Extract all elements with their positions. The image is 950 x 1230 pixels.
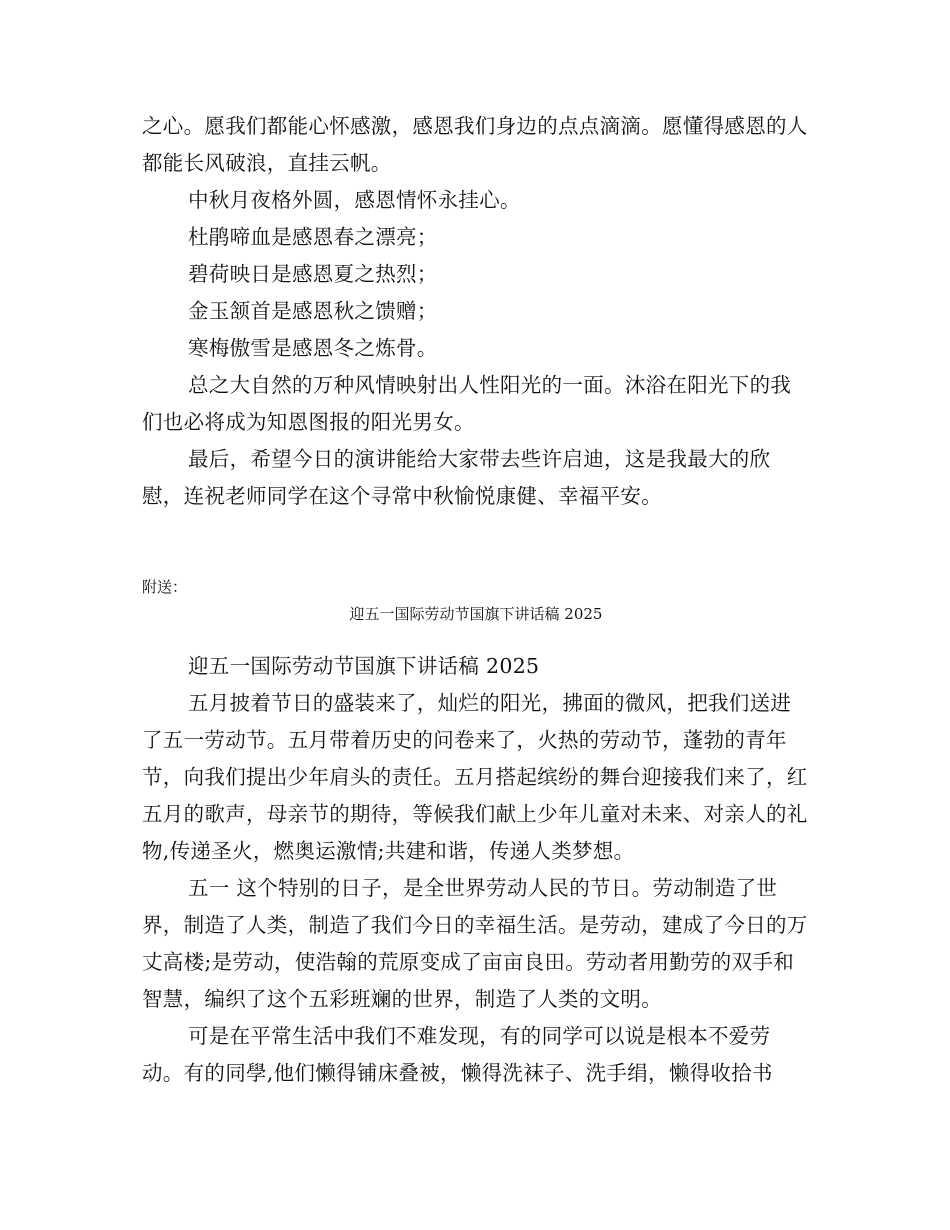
paragraph-students-not-love-labor: 可是在平常生活中我们不难发现，有的同学可以说是根本不爱劳动。有的同學,他们懒得铺床叠被，懒得洗袜子、洗手绢，懒得收拾书 (142, 1024, 773, 1085)
paragraph-mid-autumn-line: 中秋月夜格外圆，感恩情怀永挂心。 (188, 188, 521, 212)
paragraph-may-arrives: 五月披着节日的盛装来了，灿烂的阳光，拂面的微风，把我们送进了五一劳动节。五月带着历史的问卷来了，火热的劳动节，蓬勃的青年节，向我们提出少年肩头的责任。五月搭起缤纷的舞台迎接我们来了，红五月的歌声，母亲节的期待，等候我们献上少年儿童对未来、对亲人的礼物,传递圣火，燃奥运激情;共建和谐，传递人类梦想。 (142, 691, 808, 863)
appendix-label: 附送： (142, 578, 188, 596)
appendix-title: 迎五一国际劳动节国旗下讲话稿 2025 (349, 605, 603, 623)
speech-heading: 迎五一国际劳动节国旗下讲话稿 2025 (188, 654, 540, 678)
paragraph-nature-sunshine: 总之大自然的万种风情映射出人性阳光的一面。沐浴在阳光下的我们也必将成为知恩图报的阳光男女。 (142, 373, 792, 434)
paragraph-winter-line: 寒梅傲雪是感恩冬之炼骨。 (188, 336, 438, 360)
paragraph-gratitude-wish: 之心。愿我们都能心怀感激，感恩我们身边的点点滴滴。愿懂得感恩的人都能长风破浪，直挂云帆。 (142, 114, 808, 175)
paragraph-summer-line: 碧荷映日是感恩夏之热烈； (188, 262, 438, 286)
paragraph-closing-wishes: 最后，希望今日的演讲能给大家带去些许启迪，这是我最大的欣慰，连祝老师同学在这个寻常中秋愉悦康健、幸福平安。 (142, 447, 771, 508)
paragraph-labor-day-meaning: 五一 这个特别的日子，是全世界劳动人民的节日。劳动制造了世界，制造了人类，制造了我们今日的幸福生活。是劳动，建成了今日的万丈高楼;是劳动，使浩翰的荒原变成了亩亩良田。劳动者用勤劳的双手和智慧，编织了这个五彩班斓的世界，制造了人类的文明。 (142, 876, 808, 1011)
paragraph-autumn-line: 金玉颔首是感恩秋之馈赠； (188, 299, 438, 323)
paragraph-spring-line: 杜鹃啼血是感恩春之漂亮； (188, 225, 438, 249)
